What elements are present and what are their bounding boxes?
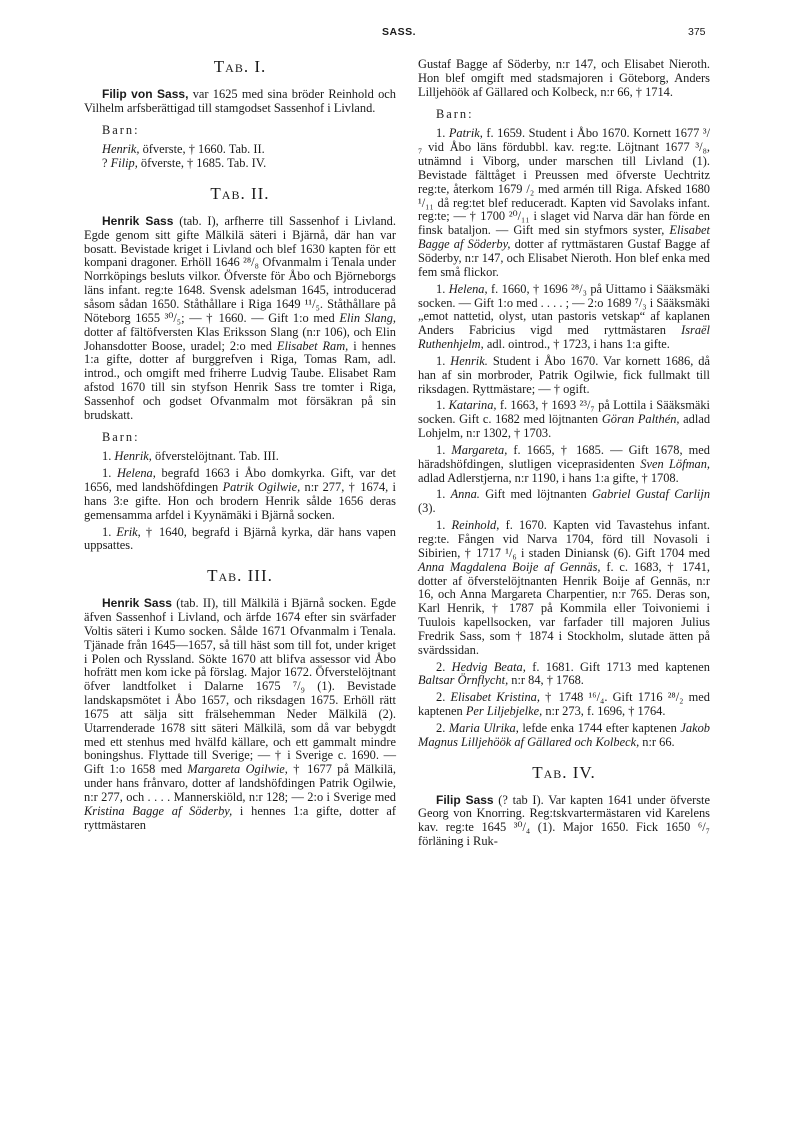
child-text: öfverstelöjtnant. Tab. III. [151, 449, 279, 464]
tab1-intro [84, 88, 396, 116]
child-number: 2. [436, 659, 452, 674]
child-number: 1. [102, 466, 117, 481]
tab1-intro-text: var 1625 med sina bröder Reinhold och Vilhelm arfsberättigad till stamgodset Sassenhof i Livland. [84, 86, 396, 115]
tab1-heading: Tab. I. [213, 57, 267, 76]
tab2-barn-label: Barn: [102, 429, 140, 444]
child-name: Anna. [450, 487, 480, 502]
child-number: 2. [436, 720, 449, 735]
tab3-person-name: Henrik Sass [102, 596, 172, 611]
tab2-intro-text: (tab. I), arfherre till Sassenhof i Livland. Egde genom sitt gifte Mälkilä säteri i Bjärnå, där han var bosatt. Bevistade kriget i Livland och blef 1630 kapten för ett kompani dragoner. Erhöll 1646 ²⁸/₈ Ofvanmalm i Tenala under Norrköpings besluts vilkor. Öfverste för Åbo och Björneborgs läns infant. reg:te 1648. Svensk adelsman 1645, introducerad såsom sådan 1650. Ståthållare i Riga 1649 ¹¹/₅. Ståthållare på Nöteborg 1655 ³⁰/₅; — † 1660. — Gift 1:o med [84, 213, 396, 325]
tab3-continuation: Gustaf Bagge af Söderby, n:r 147, och Elisabet Nieroth. Hon blef omgift med stadsmajoren i Göteborg, Anders Lilljehöök af Gällared och Kolbeck, n:r 66, † 1714. [418, 57, 710, 99]
tab4-heading: Tab. IV. [532, 762, 596, 782]
child-number: 1. [102, 449, 115, 464]
child-text: f. 1660, † 1696 ²⁸/₃ på Uittamo i Sääksmäki socken. — Gift 1:o med . . . . ; — 2:o 1689 ⁷/₃ i Sääksmäki „emot nattetid, olyst, utan pastoris vetskap“ af kaplanen Anders Fabricius vigd med ryttmästaren [418, 281, 711, 338]
tab2-wife-2: Elisabet Ram, [276, 338, 349, 353]
running-title: SASS. [382, 26, 417, 38]
child-text: f. 1681. Gift 1713 med kaptenen [525, 659, 710, 674]
tab3-child [418, 722, 710, 750]
tab2-wife-1: Elin Slang, [339, 310, 396, 325]
child-text: † 1640, begrafd i Bjärnå kyrka, där hans vapen uppsattes. [84, 524, 396, 553]
tab3-child [418, 127, 710, 279]
tab1-child [84, 143, 396, 157]
tab2-heading: Tab. II. [210, 184, 270, 204]
child-text: adl. ointrod., † 1723, i hans 1:a gifte. [483, 337, 670, 352]
tab3-intro-text: † 1677 på Mälkilä, under hans frånvaro, dotter af landshöfdingen Patrik Ogilwie, n:r 277, och . . . . Mannerskiöld, n:r 128; — 2:o i Sverige med [84, 762, 396, 804]
tab3-child [418, 691, 710, 719]
child-name: Katarina, [448, 398, 497, 413]
tab3-intro-text: (tab. II), till Mälkilä i Bjärnå socken. Egde äfven Sassenhof i Livland, och ärfde 1674 efter sin svärfader Voltis säteri i Kumo socken. Sålde 1671 Ofvanmalm i Tenala. Tjänade från 1645—1657, så till häst som till fot, under kriget i Polen och Ryssland. Sökte 1670 att blifva assessor vid Åbo hofrätt men kom icke på förslag. Major 1672. Öfverstelöjtnant öfver landtfolket i Dalarne 1675 ⁷/₉ (1). Bevistade landskapsmötet i Åbo 1657, och riksdagen 1675. Erhöll rätt 1675 att sälja sitt frälsehemman Neder Mälkilä (2). Utarrenderade 1678 sitt säteri Mälkilä, som då var bebygdt med ett stenhus med hvälfd källare, och ett gammalt mindre boningshus. Flyttade till Sverige; — † i Sverige c. 1690. — Gift 1:o 1658 med [84, 596, 396, 777]
child-name: Hedvig Beata, [451, 659, 526, 674]
child-number: 1. [436, 126, 449, 141]
child-name: Margareta, [451, 442, 508, 457]
child-text: dotter af ryttmästaren Gustaf Bagge af Söderby, n:r 147, och Elisabet Nieroth. Hon blef enka med fem små flickor. [418, 237, 710, 279]
child-name: Henrik. [450, 353, 488, 368]
child-number: 1. [436, 281, 449, 296]
tab4-person-name: Filip Sass [436, 792, 494, 807]
child-text: f. 1665, † 1685. — Gift 1678, med häradshöfdingen, slutligen viceprasidenten [418, 442, 710, 471]
child-text: lefde enka 1744 efter kaptenen [518, 720, 681, 735]
tab3-barn-label: Barn: [436, 106, 474, 121]
child-name: Henrik, [114, 449, 152, 464]
tab1-person-name: Filip von Sass, [102, 86, 189, 101]
tab1-child-text: öfverste, † 1660. Tab. II. [139, 142, 265, 157]
tab2-intro [84, 215, 396, 423]
child-text: f. 1663, † 1693 ²³/₇ på Lottila i Sääksmäki socken. Gift c. 1682 med löjtnanten [418, 398, 710, 427]
left-column [84, 58, 396, 833]
tab3-child [418, 355, 710, 397]
child-number: 1. [436, 398, 449, 413]
child-name: Helena, [448, 281, 488, 296]
child-name: Maria Ulrika, [448, 720, 519, 735]
child-text: n:r 66. [639, 734, 675, 749]
page-number: 375 [688, 26, 706, 38]
child-number: 1. [436, 518, 452, 533]
child-name: Helena, [116, 466, 156, 481]
child-text: f. c. 1683, † 1741, dotter af öfverstelöjtnanten Henrik Boije af Gennäs, n:r 16, och Anna Margareta Charpentier, n:r 765. Deras son, Karl Henrik, † 1787 på Kommila eller Toivoniemi i Tuulois kapellsocken, var farfader till majoren Julius Fredrik Sass, som † 1874 i Stockholm, slutade ätten på svärdssidan. [418, 559, 710, 657]
tab2-child [84, 467, 396, 522]
child-spouse: Israël Ruthenhjelm, [418, 323, 710, 352]
tab4-intro-text: (? tab I). Var kapten 1641 under öfverste Georg von Knorring. Reg:tskvartermästaren vid Karelens kav. reg:te 1645 ³⁰/₄ (1). Major 1650. Fick 1650 ⁶/₇ förläning i Ruk- [418, 792, 711, 849]
child-text: adlad Lohjelm, n:r 1302, † 1703. [418, 412, 711, 441]
tab2-intro-text: dotter af fältöfversten Klas Eriksson Slang (n:r 106), och Elin Johansdotter Boose, uradel; 2:o med [84, 324, 396, 353]
tab1-child [84, 157, 396, 171]
tab1-barn-label: Barn: [102, 122, 140, 137]
child-text: f. 1670. Kapten vid Tavastehus infant. reg:te. Fången vid Narva 1704, förd till Novasoli i Sibirien, † 1717 ¹/₆ i staden Diniansk (6). Gift 1704 med [418, 518, 711, 560]
tab3-heading: Tab. III. [207, 566, 273, 586]
tab3-intro [84, 597, 396, 832]
child-text: (3). [418, 501, 436, 516]
tab3-child [418, 488, 710, 516]
tab3-wife-2: Kristina Bagge af Söderby, [84, 803, 233, 818]
child-name: Elisabet Kristina, [450, 690, 540, 705]
tab2-person-name: Henrik Sass [102, 213, 174, 228]
tab4-intro [418, 794, 710, 849]
child-spouse: Gabriel Gustaf Carlijn [591, 487, 711, 502]
child-text: † 1748 ¹⁶/₄. Gift 1716 ²⁸/₂ med kaptenen [418, 690, 710, 719]
child-text: n:r 277, † 1674, i hans 3:e gifte. Hon och brodern Henrik sålde 1656 deras gemensamma arfdel i Kyynämäki i Bjärnå socken. [84, 480, 396, 522]
child-number: 2. [436, 690, 451, 705]
child-text: n:r 273, f. 1696, † 1764. [542, 704, 666, 719]
tab2-child [84, 526, 396, 554]
tab3-child [418, 661, 710, 689]
child-text: Gift med löjtnanten [479, 487, 592, 502]
tab3-children-list [418, 127, 710, 749]
child-spouse: Sven Löfman, [640, 456, 711, 471]
tab1-child-text: öfverste, † 1685. Tab. IV. [137, 156, 267, 171]
child-spouse: Baltsar Örnflycht, [418, 673, 509, 688]
child-number: 1. [436, 442, 452, 457]
tab2-intro-text: i hennes 1:a gifte, dotter af burggrefven i Riga, Tomas Ram, adl. introd., och omgift med friherre Ludvig Taube. Elisabet Ram afstod 1670 till sin styfson Henrik Sass tre tomter i Riga, Sassenhof och godset Ofvanmalm mot försäkran på sin brudskatt. [84, 338, 396, 422]
child-spouse: Elisabet Bagge af Söderby, [418, 223, 710, 252]
child-number: 1. [102, 524, 117, 539]
child-spouse: Anna Magdalena Boije af Gennäs, [418, 559, 601, 574]
tab3-intro-text: i hennes 1:a gifte, dotter af ryttmästaren [84, 803, 396, 832]
child-text: begrafd 1663 i Åbo domkyrka. Gift, var det 1656, med landshöfdingen [84, 466, 396, 495]
child-number: 1. [436, 487, 451, 502]
tab2-child [84, 450, 396, 464]
tab3-child [418, 399, 710, 441]
tab3-child [418, 519, 710, 657]
tab3-child [418, 444, 710, 486]
right-column [418, 58, 710, 849]
child-name: Erik, [116, 524, 141, 539]
child-text: n:r 84, † 1768. [508, 673, 584, 688]
child-spouse: Jakob Magnus Lilljehöök af Gällared och Kolbeck, [418, 720, 711, 749]
page-header [0, 26, 792, 42]
child-text: f. 1659. Student i Åbo 1670. Kornett 1677 ³/₇ vid Åbo läns fördubbl. kav. reg:te. Löjtnant 1677 ³/₈, utnämnd i Viborg, under marschen till Livland (1). Bevistade fälttåget i Preussen med öfverste Uechtritz reg:te, återkom 1679 /₂ med armén till Riga. Afsked 1680 ¹/₁₁ då reg:tet blef reduceradt. Kapten vid Savolaks infant. reg:te; — † 1700 ²⁰/₁₁ i slaget vid Narva där han förde en finsk bataljon. — Gift med sin styfmors syster, [418, 126, 711, 238]
tab3-child [418, 283, 710, 352]
child-spouse: Per Liljebjelke, [465, 704, 543, 719]
child-number: 1. [436, 353, 451, 368]
tab1-child-prefix: ? [102, 156, 111, 171]
child-name: Patrik, [448, 126, 483, 141]
tab3-wife-1: Margareta Ogilwie, [187, 762, 288, 777]
child-text: Student i Åbo 1670. Var kornett 1686, då han af sin morbroder, Patrik Ogilwie, fick fullmakt till riksdagen. Ryttmästare; — † ogift. [418, 353, 710, 396]
child-text: adlad Adlerstjerna, n:r 1190, i hans 1:a gifte, † 1708. [418, 470, 679, 485]
tab1-child-name: Henrik, [102, 142, 140, 157]
child-name: Reinhold, [451, 518, 500, 533]
child-spouse: Patrik Ogilwie, [222, 480, 301, 495]
tab1-child-name: Filip, [110, 156, 138, 171]
child-spouse: Göran Palthén, [601, 412, 680, 427]
